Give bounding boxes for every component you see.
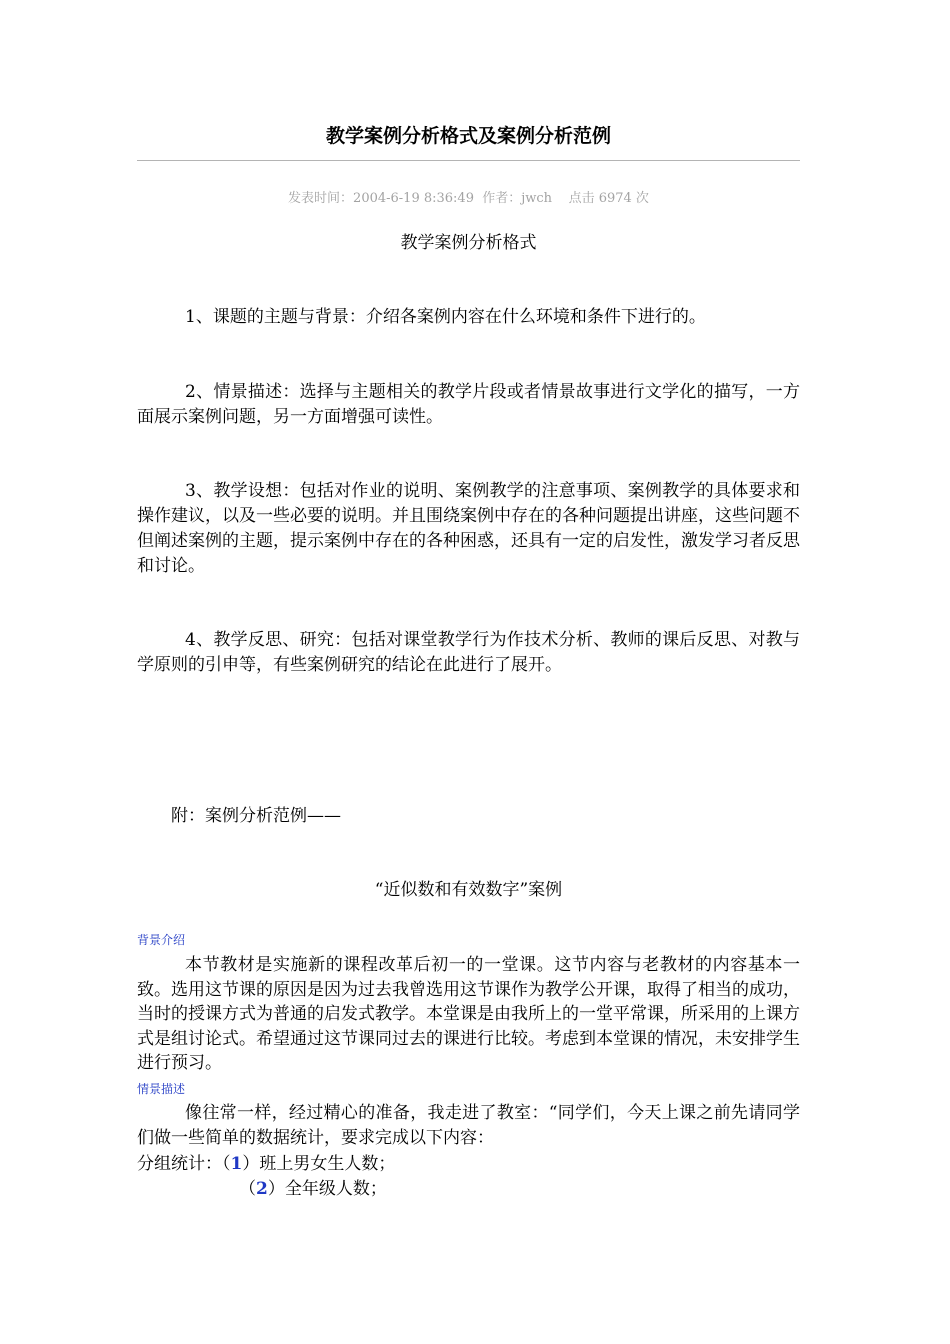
list-item-text: 班上男女生人数； bbox=[259, 1154, 396, 1174]
list-item-open-paren: （ bbox=[239, 1179, 256, 1199]
group-stat-line-2 bbox=[239, 1177, 387, 1201]
scene-label: 情景描述 bbox=[137, 1082, 186, 1096]
case-title: “近似数和有效数字”案例 bbox=[374, 880, 563, 900]
post-meta: 发表时间：2004-6-19 8:36:49 作者：jwch 点击 6974 次 bbox=[288, 191, 649, 206]
background-text: 本节教材是实施新的课程改革后初一的一堂课。这节内容与老教材的内容基本一致。选用这节课的原因是因为过去我曾选用这节课作为教学公开课，取得了相当的成功，当时的授课方式为普通的启发式教学。本堂课是由我所上的一堂平常课，所采用的上课方式是组讨论式。希望通过这节课同过去的课进行比较。考虑到本堂课的情况，未安排学生进行预习。 bbox=[137, 955, 800, 1073]
background-label: 背景介绍 bbox=[137, 933, 186, 947]
format-item-4: 4、教学反思、研究：包括对课堂教学行为作技术分析、教师的课后反思、对教与学原则的引申等，有些案例研究的结论在此进行了展开。 bbox=[137, 630, 800, 675]
appendix-heading: 附：案例分析范例—— bbox=[171, 806, 341, 826]
list-item-number: 2 bbox=[256, 1179, 268, 1199]
list-item-number: 1 bbox=[230, 1154, 243, 1174]
group-stat-line-1 bbox=[137, 1152, 395, 1176]
format-item-3: 3、教学设想：包括对作业的说明、案例教学的注意事项、案例教学的具体要求和操作建议，以及一些必要的说明。并且围绕案例中存在的各种问题提出讲座，这些问题不但阐述案例的主题，提示案例中存在的各种困惑，还具有一定的启发性，激发学习者反思和讨论。 bbox=[137, 481, 800, 576]
list-item-close-paren: ） bbox=[242, 1154, 260, 1174]
format-item-2: 2、情景描述：选择与主题相关的教学片段或者情景故事进行文学化的描写，一方面展示案例问题，另一方面增强可读性。 bbox=[137, 382, 800, 427]
group-stat-label: 分组统计： bbox=[137, 1154, 222, 1174]
list-item-close-paren: ） bbox=[267, 1179, 285, 1199]
list-item-open-paren: （ bbox=[222, 1154, 231, 1174]
scene-text: 像往常一样，经过精心的准备，我走进了教室：“同学们，今天上课之前先请同学们做一些简单的数据统计，要求完成以下内容： bbox=[137, 1103, 800, 1148]
title-divider bbox=[137, 160, 800, 161]
section-heading: 教学案例分析格式 bbox=[400, 233, 537, 253]
list-item-text: 全年级人数； bbox=[284, 1179, 387, 1199]
format-item-1: 1、课题的主题与背景：介绍各案例内容在什么环境和条件下进行的。 bbox=[185, 307, 706, 327]
document-title: 教学案例分析格式及案例分析范例 bbox=[325, 125, 611, 147]
